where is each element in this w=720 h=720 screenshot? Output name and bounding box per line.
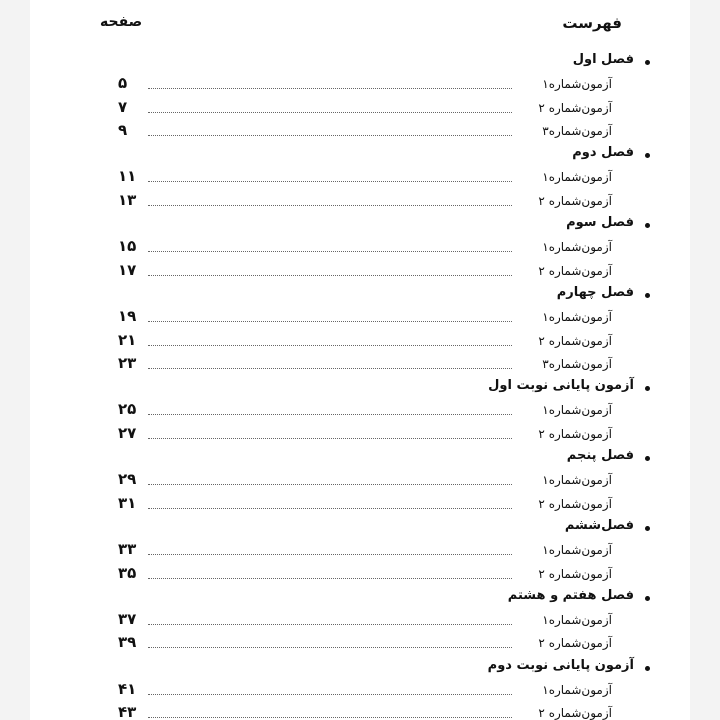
entry-title: آزمون‌شماره۱ bbox=[542, 77, 612, 92]
entry-title: آزمون‌شماره۱ bbox=[542, 310, 612, 325]
bullet-icon bbox=[645, 456, 650, 461]
entry-title: آزمون‌شماره۱ bbox=[542, 683, 612, 698]
toc-entry bbox=[30, 539, 690, 562]
page-number: ۱۳ bbox=[118, 190, 137, 209]
dot-leader bbox=[148, 578, 512, 579]
dot-leader bbox=[148, 275, 512, 276]
dot-leader bbox=[148, 321, 512, 322]
toc-entry bbox=[30, 166, 690, 189]
page-number: ۲۵ bbox=[118, 400, 137, 419]
page-column-heading: صفحه bbox=[100, 14, 143, 30]
toc-chapter bbox=[30, 283, 690, 306]
toc-entry bbox=[30, 330, 690, 353]
entry-title: آزمون‌شماره ۲ bbox=[538, 426, 612, 441]
dot-leader bbox=[148, 694, 512, 695]
bullet-icon bbox=[645, 153, 650, 158]
bullet-icon bbox=[645, 666, 650, 671]
toc-entry bbox=[30, 469, 690, 492]
bullet-icon bbox=[645, 223, 650, 228]
page-number: ۱۵ bbox=[118, 237, 137, 256]
toc-chapter bbox=[30, 656, 690, 679]
dot-leader bbox=[148, 647, 512, 648]
toc-entry bbox=[30, 399, 690, 422]
dot-leader bbox=[148, 368, 512, 369]
toc-entry bbox=[30, 190, 690, 213]
entry-title: آزمون‌شماره ۲ bbox=[538, 263, 612, 278]
entry-title: آزمون‌شماره۱ bbox=[542, 473, 612, 488]
dot-leader bbox=[148, 508, 512, 509]
page-title: فهرست bbox=[562, 14, 622, 32]
bullet-icon bbox=[645, 526, 650, 531]
chapter-title: فصل سوم bbox=[566, 215, 634, 231]
dot-leader bbox=[148, 345, 512, 346]
entry-title: آزمون‌شماره ۲ bbox=[538, 193, 612, 208]
toc-entry bbox=[30, 73, 690, 96]
page-number: ۱۱ bbox=[118, 167, 137, 186]
toc-entry bbox=[30, 97, 690, 120]
chapter-title: فصل اول bbox=[572, 52, 634, 67]
toc-chapter bbox=[30, 143, 690, 166]
dot-leader bbox=[148, 717, 512, 718]
dot-leader bbox=[148, 624, 512, 625]
page-number: ۲۹ bbox=[118, 470, 137, 489]
entry-title: آزمون‌شماره۳ bbox=[542, 356, 612, 371]
toc-entry bbox=[30, 353, 690, 376]
entry-title: آزمون‌شماره ۲ bbox=[538, 333, 612, 348]
dot-leader bbox=[148, 484, 512, 485]
toc-entry bbox=[30, 260, 690, 283]
toc-entry bbox=[30, 423, 690, 446]
entry-title: آزمون‌شماره ۲ bbox=[538, 706, 612, 720]
entry-title: آزمون‌شماره۱ bbox=[542, 613, 612, 628]
toc-chapter bbox=[30, 516, 690, 539]
table-of-contents bbox=[30, 50, 690, 720]
dot-leader bbox=[148, 205, 512, 206]
toc-entry bbox=[30, 306, 690, 329]
chapter-title: آزمون پایانی نوبت اول bbox=[488, 378, 634, 394]
chapter-title: آزمون پایانی نوبت دوم bbox=[487, 657, 634, 673]
entry-title: آزمون‌شماره ۲ bbox=[538, 496, 612, 511]
toc-entry bbox=[30, 236, 690, 259]
page-number: ۳۳ bbox=[118, 540, 137, 559]
entry-title: آزمون‌شماره۳ bbox=[542, 123, 612, 138]
toc-entry bbox=[30, 493, 690, 516]
page-number: ۲۱ bbox=[118, 330, 137, 349]
toc-chapter bbox=[30, 376, 690, 399]
dot-leader bbox=[148, 135, 512, 136]
dot-leader bbox=[148, 88, 512, 89]
page-number: ۳۵ bbox=[118, 563, 137, 582]
bullet-icon bbox=[645, 293, 650, 298]
page-number: ۳۱ bbox=[118, 493, 137, 512]
entry-title: آزمون‌شماره ۲ bbox=[538, 566, 612, 581]
page-number: ۴۱ bbox=[118, 680, 137, 699]
entry-title: آزمون‌شماره۱ bbox=[542, 170, 612, 185]
page-number: ۵ bbox=[118, 74, 128, 93]
page-number: ۳۹ bbox=[118, 633, 137, 652]
page-number: ۱۷ bbox=[118, 260, 137, 279]
chapter-title: فصل هفتم و هشتم bbox=[507, 587, 634, 603]
chapter-title: فصل دوم bbox=[572, 145, 634, 161]
dot-leader bbox=[148, 414, 512, 415]
page-number: ۹ bbox=[118, 120, 128, 139]
page-number: ۷ bbox=[118, 97, 128, 116]
page-number: ۴۳ bbox=[118, 703, 137, 720]
bullet-icon bbox=[645, 596, 650, 601]
toc-chapter bbox=[30, 586, 690, 609]
page-number: ۲۷ bbox=[118, 423, 137, 442]
chapter-title: فصل چهارم bbox=[556, 284, 634, 300]
dot-leader bbox=[148, 181, 512, 182]
page-number: ۱۹ bbox=[118, 307, 137, 326]
toc-entry bbox=[30, 632, 690, 655]
entry-title: آزمون‌شماره ۲ bbox=[538, 636, 612, 651]
entry-title: آزمون‌شماره۱ bbox=[542, 240, 612, 255]
toc-header bbox=[30, 14, 690, 38]
dot-leader bbox=[148, 112, 512, 113]
dot-leader bbox=[148, 438, 512, 439]
toc-chapter bbox=[30, 446, 690, 469]
chapter-title: فصل‌ششم bbox=[564, 517, 634, 533]
toc-chapter bbox=[30, 50, 690, 73]
toc-entry bbox=[30, 609, 690, 632]
toc-entry bbox=[30, 679, 690, 702]
toc-chapter bbox=[30, 213, 690, 236]
page-number: ۲۳ bbox=[118, 353, 137, 372]
dot-leader bbox=[148, 554, 512, 555]
toc-entry bbox=[30, 702, 690, 720]
document-page bbox=[30, 0, 690, 720]
chapter-title: فصل پنجم bbox=[566, 448, 634, 464]
entry-title: آزمون‌شماره۱ bbox=[542, 403, 612, 418]
entry-title: آزمون‌شماره ۲ bbox=[538, 100, 612, 115]
toc-entry bbox=[30, 563, 690, 586]
toc-entry bbox=[30, 120, 690, 143]
bullet-icon bbox=[645, 60, 650, 65]
page-number: ۳۷ bbox=[118, 610, 137, 629]
entry-title: آزمون‌شماره۱ bbox=[542, 543, 612, 558]
dot-leader bbox=[148, 251, 512, 252]
bullet-icon bbox=[645, 386, 650, 391]
